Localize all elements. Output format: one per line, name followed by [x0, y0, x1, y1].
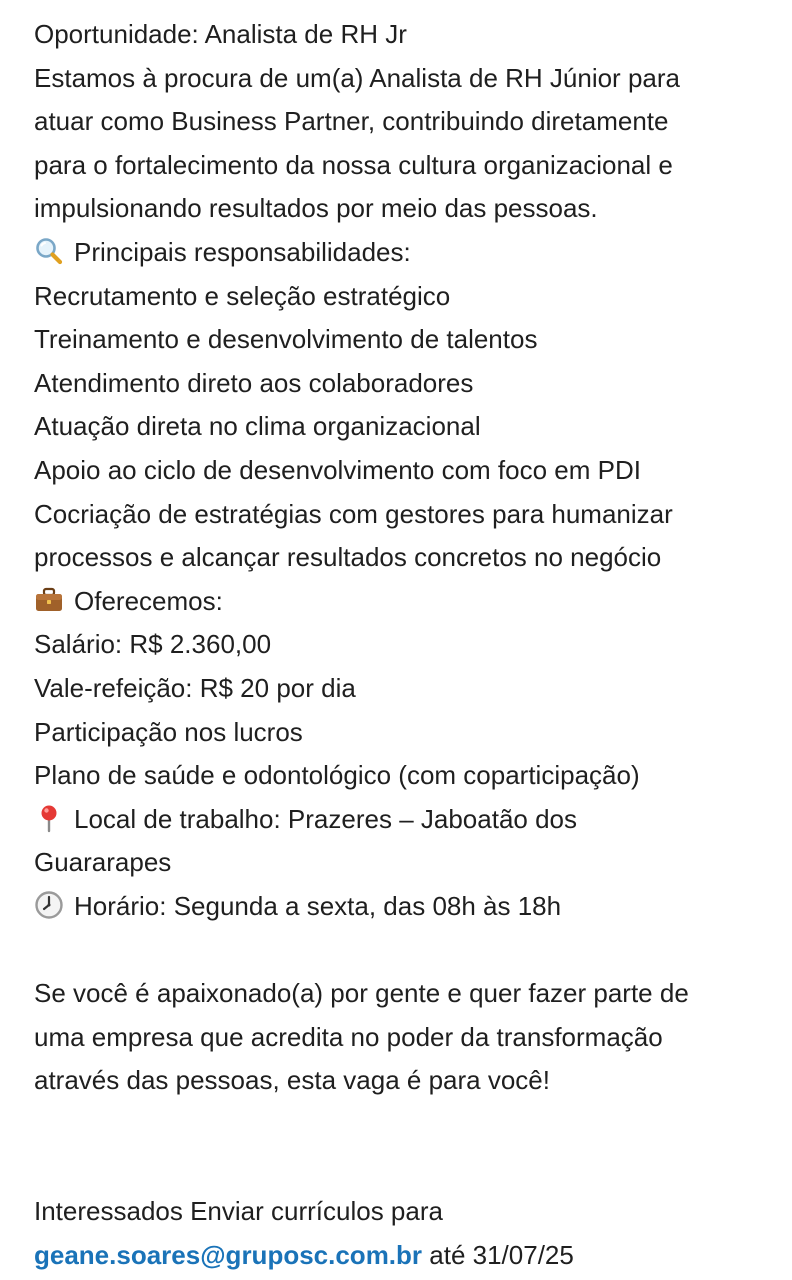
responsibilities-heading	[34, 231, 774, 275]
location-text: Local de trabalho: Prazeres – Jaboatão dos	[74, 803, 578, 834]
intro-line: atuar como Business Partner, contribuindo diretamente	[34, 106, 669, 137]
contact-label: Interessados Enviar currículos para	[34, 1196, 443, 1227]
offer-item: Salário: R$ 2.360,00	[34, 629, 272, 660]
briefcase-icon	[34, 585, 64, 615]
responsibilities-heading-text: Principais responsabilidades:	[74, 236, 411, 267]
responsibility-item: Treinamento e desenvolvimento de talentos	[34, 324, 538, 355]
deadline-text: até 31/07/25	[422, 1239, 574, 1270]
offer-item: Plano de saúde e odontológico (com coparticipação)	[34, 760, 640, 791]
spacer	[34, 928, 774, 972]
location-line	[34, 798, 774, 842]
offers-heading-text: Oferecemos:	[74, 585, 223, 616]
offer-item: Participação nos lucros	[34, 716, 303, 747]
message-body	[34, 13, 774, 1277]
closing-line: Se você é apaixonado(a) por gente e quer fazer parte de	[34, 978, 689, 1009]
location-line-continued: Guararapes	[34, 847, 172, 878]
offers-heading	[34, 580, 774, 624]
job-title: Oportunidade: Analista de RH Jr	[34, 19, 407, 49]
responsibility-item: Cocriação de estratégias com gestores para humanizar	[34, 498, 673, 529]
clock-icon	[34, 890, 64, 920]
responsibility-item: processos e alcançar resultados concretos no negócio	[34, 542, 662, 573]
email-link[interactable]: geane.soares@gruposc.com.br	[34, 1239, 423, 1270]
intro-line: Estamos à procura de um(a) Analista de RH Júnior para	[34, 62, 680, 93]
schedule-line	[34, 885, 774, 929]
spacer	[34, 1103, 774, 1147]
schedule-text: Horário: Segunda a sexta, das 08h às 18h	[74, 890, 562, 921]
responsibility-item: Atuação direta no clima organizacional	[34, 411, 481, 442]
responsibility-item: Atendimento direto aos colaboradores	[34, 367, 474, 398]
magnifying-glass-icon	[34, 236, 64, 266]
responsibility-item: Recrutamento e seleção estratégico	[34, 280, 451, 311]
responsibility-item: Apoio ao ciclo de desenvolvimento com foco em PDI	[34, 454, 641, 485]
intro-line: para o fortalecimento da nossa cultura organizacional e	[34, 149, 673, 180]
intro-line: impulsionando resultados por meio das pessoas.	[34, 193, 598, 224]
closing-line: uma empresa que acredita no poder da transformação	[34, 1021, 663, 1052]
spacer	[34, 1146, 774, 1190]
closing-line: através das pessoas, esta vaga é para você!	[34, 1065, 550, 1096]
contact-line	[34, 1234, 774, 1278]
offer-item: Vale-refeição: R$ 20 por dia	[34, 672, 356, 703]
round-pushpin-icon	[34, 803, 64, 833]
